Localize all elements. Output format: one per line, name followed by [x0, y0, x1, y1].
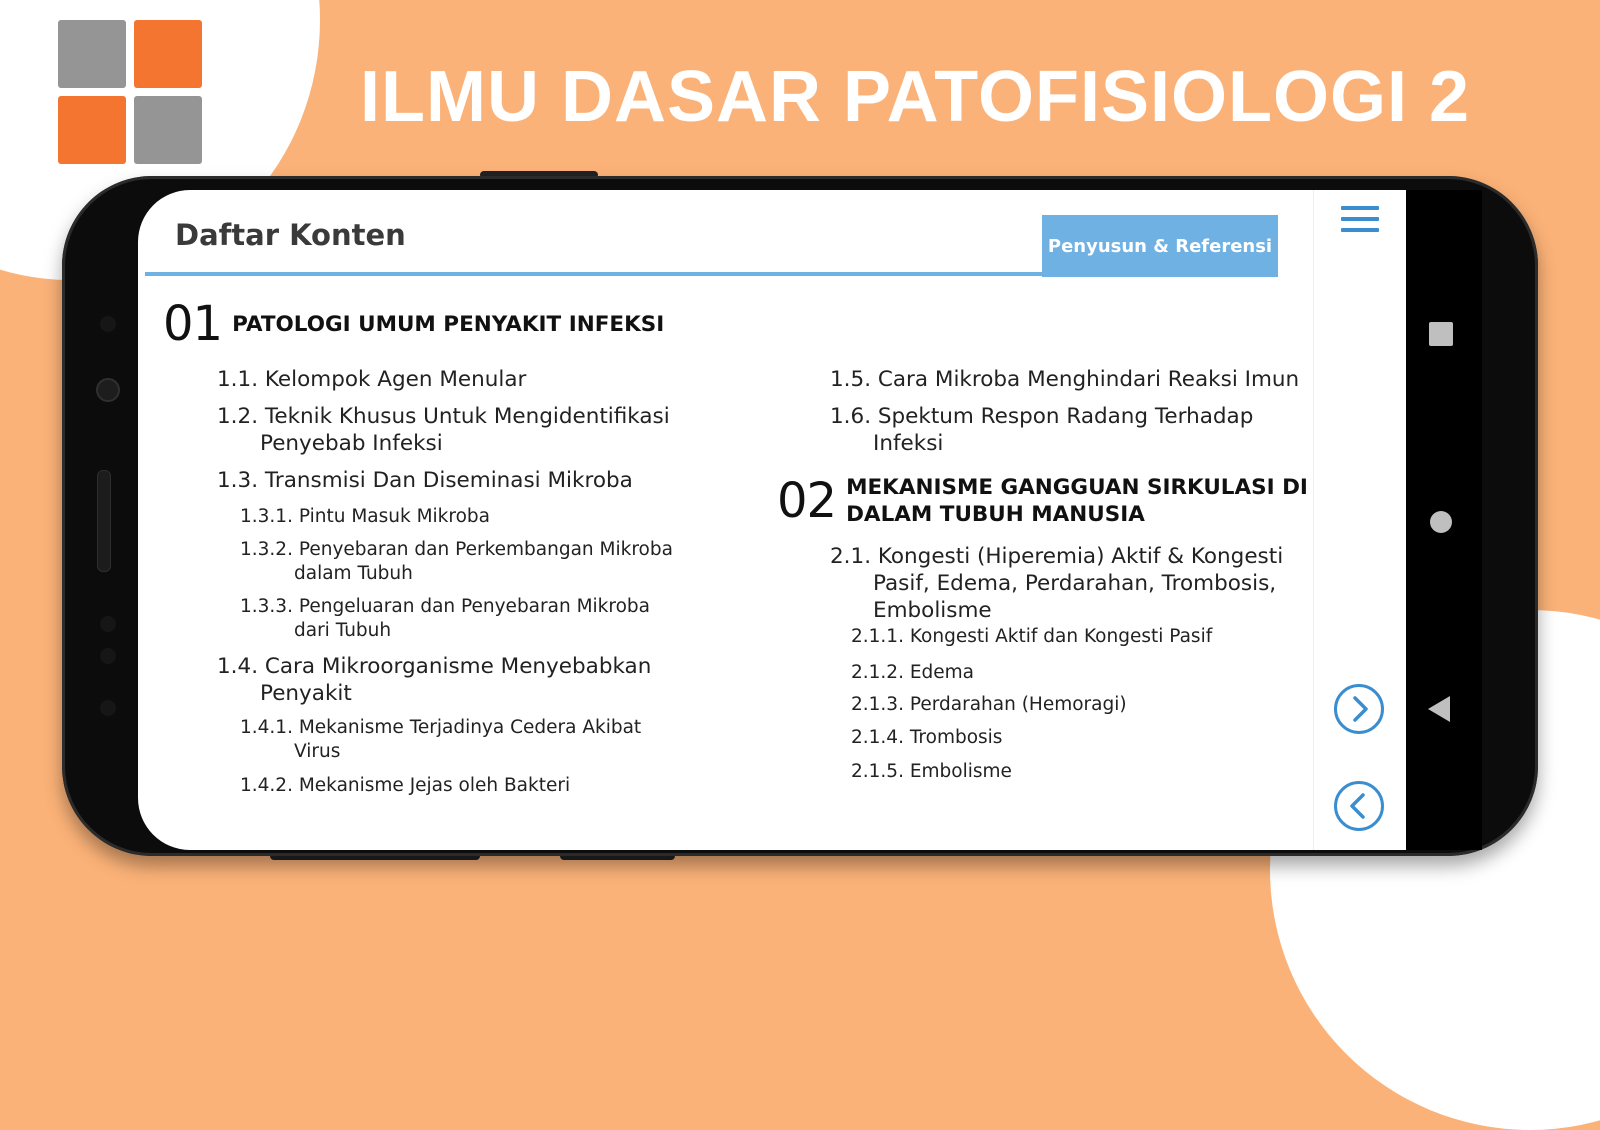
section-number: 01 [163, 296, 223, 352]
toc-item-number: 1.1. [217, 367, 259, 392]
toc-item-label: Cara Mikroorganisme Menyebabkan [264, 654, 652, 679]
toc-subitem[interactable] [851, 760, 1012, 784]
phone-speaker [97, 470, 111, 572]
toc-subitem[interactable] [851, 693, 1127, 717]
toc-item[interactable] [217, 467, 633, 494]
toc-item-number: 2.1.2. [851, 662, 904, 683]
toc-item-label-cont: dalam Tubuh [294, 562, 413, 584]
toc-subitem[interactable] [240, 716, 641, 763]
toc-item[interactable] [830, 543, 1283, 624]
hamburger-menu-icon[interactable] [1341, 206, 1379, 236]
square-icon[interactable] [1429, 322, 1453, 346]
front-camera [96, 378, 120, 402]
toc-item-number: 1.6. [830, 404, 872, 429]
toc-item-label: Mekanisme Terjadinya Cedera Akibat [298, 717, 642, 738]
toc-item-label: Edema [909, 662, 975, 683]
toc-item-label-cont: dari Tubuh [294, 619, 392, 641]
banner-title: ILMU DASAR PATOFISIOLOGI 2 [360, 57, 1471, 137]
toc-item-label-cont: Embolisme [873, 598, 992, 623]
toc-item-label-cont: Penyebab Infeksi [260, 431, 443, 456]
logo-square-gray [58, 20, 126, 88]
toc-item-label: Kongesti (Hiperemia) Aktif & Kongesti [877, 544, 1284, 569]
toc-item-number: 1.5. [830, 367, 872, 392]
chevron-left-icon [1337, 784, 1381, 828]
toc-subitem[interactable] [240, 505, 490, 529]
toc-item-label: Pintu Masuk Mikroba [298, 506, 490, 527]
toc-item-label: Embolisme [909, 761, 1012, 782]
section-heading[interactable] [163, 296, 665, 352]
app-logo [58, 20, 204, 166]
menu-bar [1341, 228, 1379, 232]
logo-square-gray [134, 96, 202, 164]
phone-sensor [100, 616, 116, 632]
logo-square-orange [58, 96, 126, 164]
phone-sensor [100, 316, 116, 332]
toc-subitem[interactable] [240, 774, 570, 798]
toc-subitem[interactable] [851, 661, 974, 685]
chevron-right-icon [1337, 687, 1381, 731]
toc-item-number: 1.3. [217, 468, 259, 493]
toc-item-label: Cara Mikroba Menghindari Reaksi Imun [877, 367, 1300, 392]
toc-subitem[interactable] [240, 595, 650, 642]
toc-item-number: 1.3.3. [240, 596, 293, 617]
menu-bar [1341, 206, 1379, 210]
toc-item-label: Perdarahan (Hemoragi) [909, 694, 1127, 715]
next-page-button[interactable] [1334, 684, 1384, 734]
toc-item-number: 2.1.1. [851, 626, 904, 647]
toc-item-label: Mekanisme Jejas oleh Bakteri [298, 775, 571, 796]
section-title-line: DALAM TUBUH MANUSIA [846, 502, 1145, 527]
toc-item-number: 1.4.1. [240, 717, 293, 738]
toc-item-label-cont: Virus [294, 740, 341, 762]
toc-item-label: Teknik Khusus Untuk Mengidentifikasi [264, 404, 670, 429]
toc-item[interactable] [217, 653, 651, 707]
triangle-back-icon[interactable] [1428, 696, 1450, 722]
toc-item-number: 1.4. [217, 654, 259, 679]
phone-sensor [100, 700, 116, 716]
toc-item-label-cont: Penyakit [260, 681, 352, 706]
section-title [846, 474, 1308, 528]
toc-item-number: 1.4.2. [240, 775, 293, 796]
toc-item-label: Spektum Respon Radang Terhadap [877, 404, 1254, 429]
toc-item-label: Kelompok Agen Menular [264, 367, 527, 392]
toc-item[interactable] [217, 403, 670, 457]
toc-item-number: 2.1.3. [851, 694, 904, 715]
page-title: Daftar Konten [175, 218, 406, 252]
toc-item-label: Kongesti Aktif dan Kongesti Pasif [909, 626, 1213, 647]
references-button[interactable]: Penyusun & Referensi [1042, 215, 1278, 277]
toc-item[interactable] [830, 403, 1253, 457]
toc-item-number: 1.3.2. [240, 539, 293, 560]
toc-item-label: Transmisi Dan Diseminasi Mikroba [264, 468, 633, 493]
toc-subitem[interactable] [851, 726, 1002, 750]
side-navigation-panel [1313, 190, 1407, 850]
logo-square-orange [134, 20, 202, 88]
section-title-line: MEKANISME GANGGUAN SIRKULASI DI [846, 475, 1308, 500]
menu-bar [1341, 217, 1379, 221]
circle-icon[interactable] [1430, 511, 1452, 533]
toc-item-label-cont: Infeksi [873, 431, 944, 456]
toc-item-number: 1.3.1. [240, 506, 293, 527]
toc-item-label: Penyebaran dan Perkembangan Mikroba [298, 539, 673, 560]
toc-item[interactable] [830, 366, 1299, 393]
previous-page-button[interactable] [1334, 781, 1384, 831]
toc-item-label-cont: Pasif, Edema, Perdarahan, Trombosis, [873, 571, 1277, 596]
toc-item-label: Pengeluaran dan Penyebaran Mikroba [298, 596, 650, 617]
toc-subitem[interactable] [240, 538, 673, 585]
section-heading[interactable] [777, 474, 1308, 528]
phone-sensor [100, 648, 116, 664]
section-title: PATOLOGI UMUM PENYAKIT INFEKSI [232, 311, 665, 337]
toc-item[interactable] [217, 366, 526, 393]
toc-item-number: 2.1.5. [851, 761, 904, 782]
section-number: 02 [777, 473, 837, 529]
toc-subitem[interactable] [851, 625, 1212, 649]
toc-item-label: Trombosis [909, 727, 1003, 748]
toc-item-number: 2.1.4. [851, 727, 904, 748]
toc-item-number: 2.1. [830, 544, 872, 569]
toc-item-number: 1.2. [217, 404, 259, 429]
